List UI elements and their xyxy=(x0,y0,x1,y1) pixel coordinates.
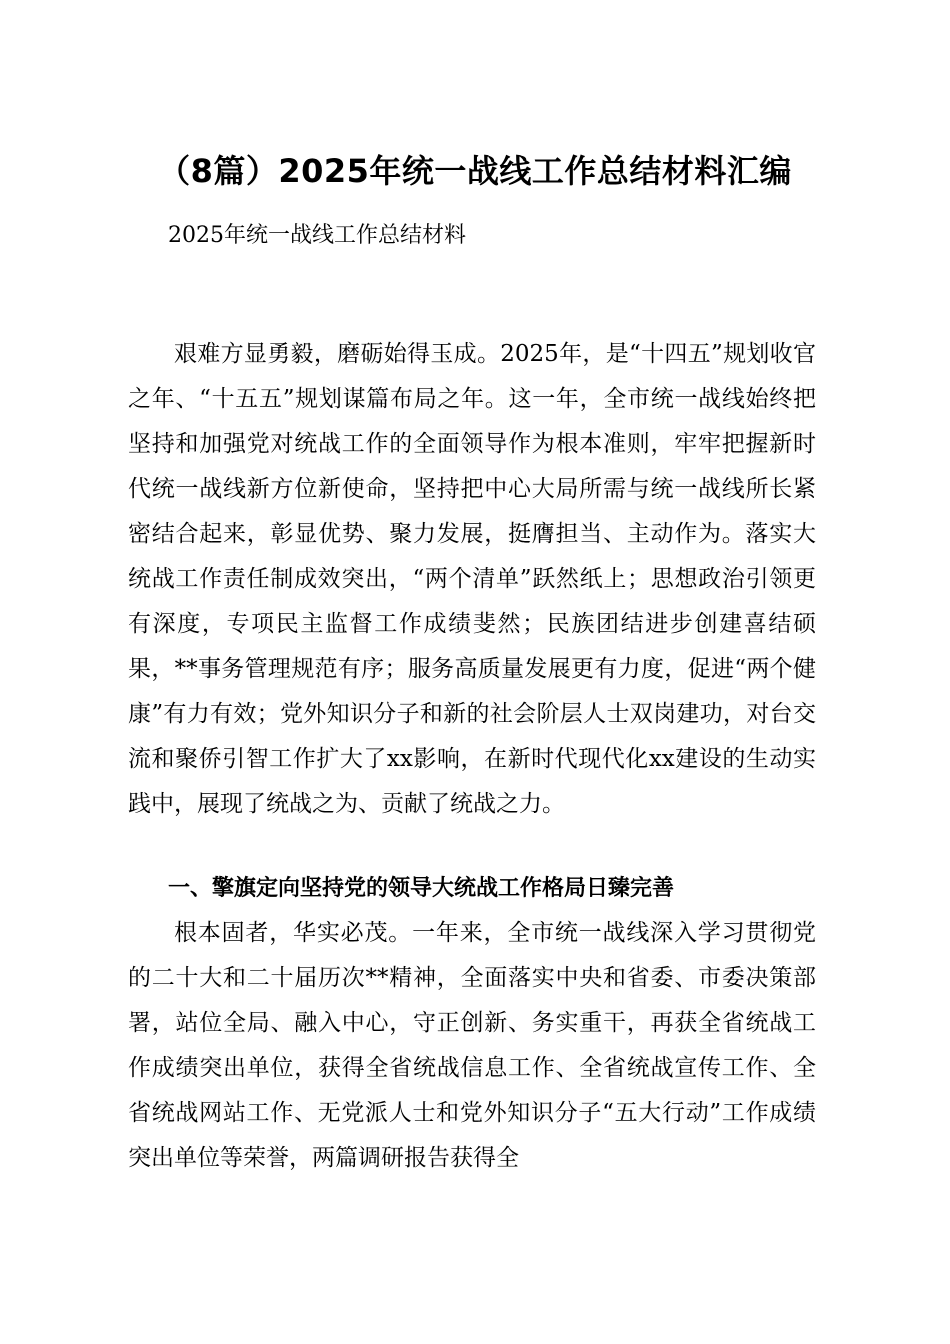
intro-paragraph: 艰难方显勇毅，磨砺始得玉成。2025年，是“十四五”规划收官之年、“十五五”规划谋篇布局之年。这一年，全市统一战线始终把坚持和加强党对统战工作的全面领导作为根本准则，牢牢把握新时代统一战线新方位新使命，坚持把中心大局所需与统一战线所长紧密结合起来，彰显优势、聚力发展，挺膺担当、主动作为。落实大统战工作责任制成效突出，“两个清单”跃然纸上；思想政治引领更有深度，专项民主监督工作成绩斐然；民族团结进步创建喜结硕果，**事务管理规范有序；服务高质量发展更有力度，促进“两个健康”有力有效；党外知识分子和新的社会阶层人士双岗建功，对台交流和聚侨引智工作扩大了xx影响，在新时代现代化xx建设的生动实践中，展现了统战之为、贡献了统战之力。 xyxy=(128,341,816,817)
document-title: （8篇）2025年统一战线工作总结材料汇编 xyxy=(158,152,792,190)
section-1-paragraph: 根本固者，华实必茂。一年来，全市统一战线深入学习贯彻党的二十大和二十届历次**精神，全面落实中央和省委、市委决策部署，站位全局、融入中心，守正创新、务实重干，再获全省统战工作成绩突出单位，获得全省统战信息工作、全省统战宣传工作、全省统战网站工作、无党派人士和党外知识分子“五大行动”工作成绩突出单位等荣誉，两篇调研报告获得全 xyxy=(128,920,816,1171)
document-subtitle: 2025年统一战线工作总结材料 xyxy=(168,223,466,248)
section-heading-1: 一、擎旗定向坚持党的领导大统战工作格局日臻完善 xyxy=(168,876,675,901)
